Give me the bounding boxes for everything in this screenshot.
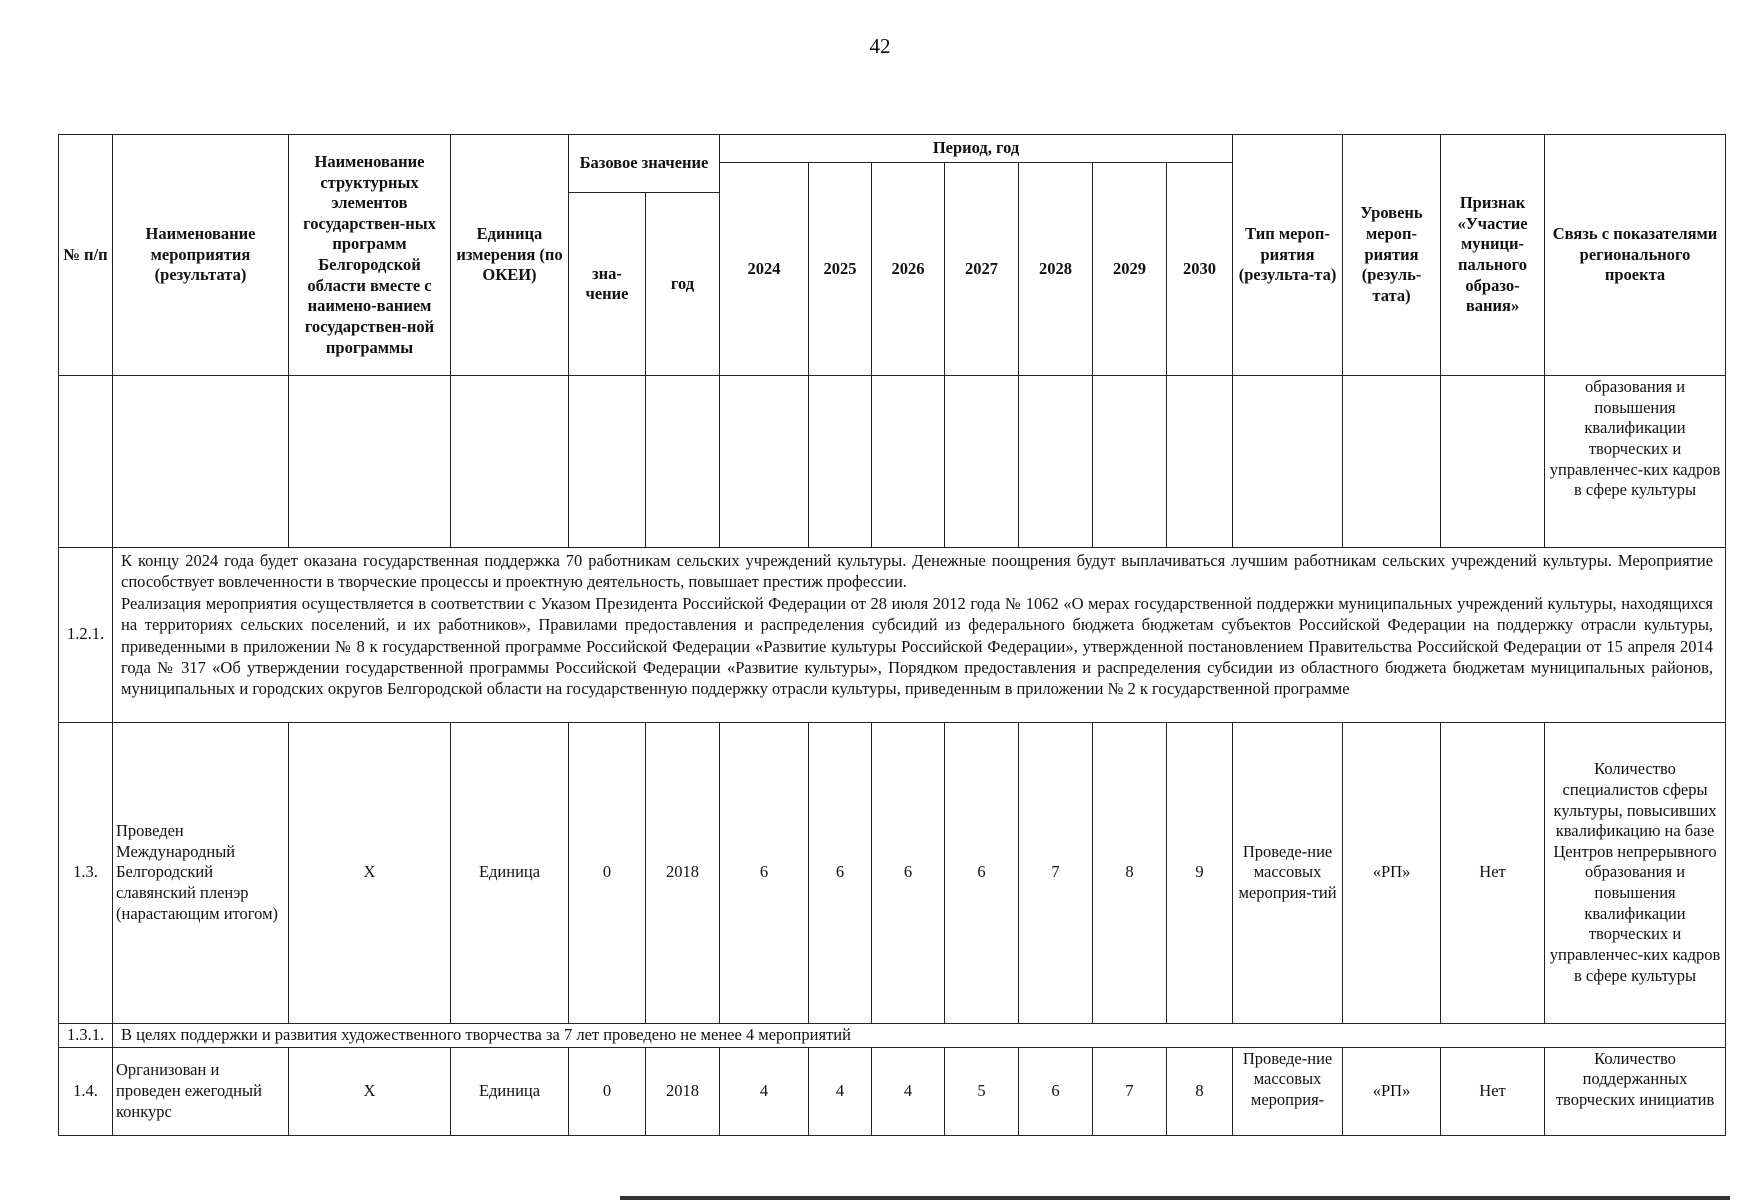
header-year-2025: 2025 <box>809 163 872 376</box>
cell <box>113 376 289 548</box>
cell-2029: 8 <box>1093 722 1167 1023</box>
cell <box>720 376 809 548</box>
header-base-year: год <box>646 193 720 376</box>
header-structural: Наименование структурных элементов государствен-ных программ Белгородской области вместе с наимено-ванием государствен-ной программы <box>289 135 451 376</box>
cell-base-value: 0 <box>569 1047 646 1135</box>
header-base: Базовое значение <box>569 135 720 193</box>
header-num: № п/п <box>59 135 113 376</box>
cell <box>1019 376 1093 548</box>
cell-2026: 6 <box>872 722 945 1023</box>
cell <box>646 376 720 548</box>
cell <box>1233 376 1343 548</box>
header-year-2030: 2030 <box>1167 163 1233 376</box>
page-number: 42 <box>869 34 891 58</box>
header-link: Связь с показателями регионального проекта <box>1545 135 1726 376</box>
cell-level: «РП» <box>1343 1047 1441 1135</box>
cell-desc-1-3-1: В целях поддержки и развития художественного творчества за 7 лет проведено не менее 4 мероприятий <box>113 1023 1726 1047</box>
cell-2029: 7 <box>1093 1047 1167 1135</box>
table-row-continuation <box>59 376 1726 548</box>
header-year-2026: 2026 <box>872 163 945 376</box>
header-name: Наименование мероприятия (результата) <box>113 135 289 376</box>
cell-num-1-3-1: 1.3.1. <box>59 1023 113 1047</box>
cell <box>451 376 569 548</box>
cell-unit: Единица <box>451 1047 569 1135</box>
cell-link: Количество поддержанных творческих инициатив <box>1545 1047 1726 1135</box>
cell <box>945 376 1019 548</box>
cell-num: 1.3. <box>59 722 113 1023</box>
desc-paragraph-2: Реализация мероприятия осуществляется в соответствии с Указом Президента Российской Федерации от 28 июля 2012 года № 1062 «О мерах государственной поддержки муниципальных учреждений культуры, находящихся на территориях сельских поселений, и их работников», Правилами предоставления и распределения субсидий из федерального бюджета бюджетам субъектов Российской Федерации на поддержку отрасли культуры, приведенными в приложении № 8 к государственной программе Российской Федерации «Развитие культуры Российской Федерации», утвержденной постановлением Правительства Российской Федерации от 15 апреля 2014 года № 317 «Об утверждении государственной программы Российской Федерации «Развитие культуры», Порядком предоставления и распределения субсидии из областного бюджета бюджетам муниципальных районов, муниципальных и городских округов Белгородской области на государственную поддержку отрасли культуры, приведенным в приложении № 2 к государственной программе <box>121 593 1714 699</box>
header-year-2027: 2027 <box>945 163 1019 376</box>
cell-name: Проведен Международный Белгородский славянский пленэр (нарастающим итогом) <box>113 722 289 1023</box>
header-base-value: зна-чение <box>569 193 646 376</box>
cell-2027: 6 <box>945 722 1019 1023</box>
cell-link-continuation: образования и повышения квалификации творческих и управленчес-ких кадров в сфере культуры <box>1545 376 1726 548</box>
cell-2028: 7 <box>1019 722 1093 1023</box>
table-row-1-4 <box>59 1047 1726 1135</box>
cell <box>1167 376 1233 548</box>
header-municipal: Признак «Участие муници-пального образо-вания» <box>1441 135 1545 376</box>
cell <box>809 376 872 548</box>
table-row-1-3 <box>59 722 1726 1023</box>
cell <box>59 376 113 548</box>
cell-2025: 6 <box>809 722 872 1023</box>
header-level: Уровень мероп-риятия (резуль-тата) <box>1343 135 1441 376</box>
header-year-2028: 2028 <box>1019 163 1093 376</box>
cell-base-year: 2018 <box>646 722 720 1023</box>
header-unit: Единица измерения (по ОКЕИ) <box>451 135 569 376</box>
cell-2024: 6 <box>720 722 809 1023</box>
desc-paragraph-1: К концу 2024 года будет оказана государственная поддержка 70 работникам сельских учреждений культуры. Денежные поощрения будут выплачиваться лучшим работникам сельских учреждений культуры. Мероприятие способствует вовлеченности в творческие процессы и проектную деятельность, повышает престиж профессии. <box>121 550 1714 592</box>
cell <box>289 376 451 548</box>
cell-num: 1.4. <box>59 1047 113 1135</box>
cell-name: Организован и проведен ежегодный конкурс <box>113 1047 289 1135</box>
cell-municipal: Нет <box>1441 1047 1545 1135</box>
header-type: Тип мероп-риятия (результа-та) <box>1233 135 1343 376</box>
cell-desc-1-2-1 <box>113 547 1726 722</box>
cell-2026: 4 <box>872 1047 945 1135</box>
header-year-2024: 2024 <box>720 163 809 376</box>
scan-edge-rule <box>620 1196 1730 1200</box>
cell-unit: Единица <box>451 722 569 1023</box>
cell <box>1093 376 1167 548</box>
header-period: Период, год <box>720 135 1233 163</box>
cell-2024: 4 <box>720 1047 809 1135</box>
cell-base-year: 2018 <box>646 1047 720 1135</box>
header-row-1 <box>59 135 1726 163</box>
cell-num-1-2-1: 1.2.1. <box>59 547 113 722</box>
cell-link: Количество специалистов сферы культуры, повысивших квалификацию на базе Центров непрерывного образования и повышения квалификации творческих и управленчес-ких кадров в сфере культуры <box>1545 722 1726 1023</box>
table-row-1-2-1 <box>59 547 1726 722</box>
cell-2030: 9 <box>1167 722 1233 1023</box>
cell <box>1343 376 1441 548</box>
cell-municipal: Нет <box>1441 722 1545 1023</box>
cell-level: «РП» <box>1343 722 1441 1023</box>
cell-structural: X <box>289 722 451 1023</box>
cell-2027: 5 <box>945 1047 1019 1135</box>
cell <box>872 376 945 548</box>
header-year-2029: 2029 <box>1093 163 1167 376</box>
cell-structural: X <box>289 1047 451 1135</box>
cell <box>1441 376 1545 548</box>
cell-base-value: 0 <box>569 722 646 1023</box>
indicators-table <box>58 134 1726 1136</box>
cell <box>569 376 646 548</box>
cell-2030: 8 <box>1167 1047 1233 1135</box>
table-row-1-3-1 <box>59 1023 1726 1047</box>
cell-2025: 4 <box>809 1047 872 1135</box>
cell-type: Проведе-ние массовых мероприя- <box>1233 1047 1343 1135</box>
cell-type: Проведе-ние массовых мероприя-тий <box>1233 722 1343 1023</box>
cell-2028: 6 <box>1019 1047 1093 1135</box>
